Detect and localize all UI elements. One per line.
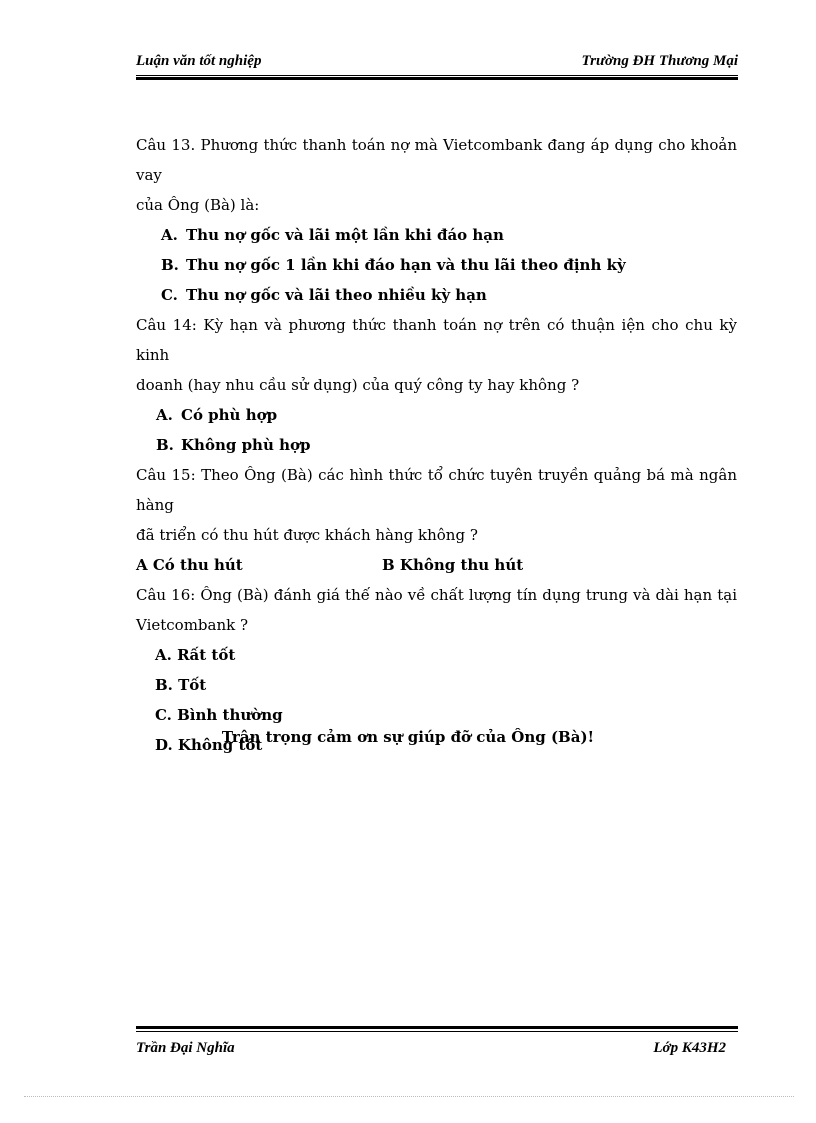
option-letter: B. — [161, 256, 179, 274]
question-14-option-a — [136, 400, 737, 430]
footer-class: Lớp K43H2 — [653, 1040, 726, 1056]
question-14-line-2: doanh (hay nhu cầu sử dụng) của quý công ty hay không ? — [136, 376, 580, 394]
option-text: Có phù hợp — [181, 406, 278, 424]
option-letter: B. — [156, 436, 174, 454]
question-15 — [136, 460, 737, 550]
question-13-option-b — [136, 250, 737, 280]
question-15-line-2: đã triển có thu hút được khách hàng không ? — [136, 526, 478, 544]
question-13 — [136, 130, 737, 220]
page-bottom-dotted-border — [24, 1096, 794, 1097]
option-text: Thu nợ gốc và lãi theo nhiều kỳ hạn — [186, 286, 487, 304]
question-16-option-a: A. Rất tốt — [155, 646, 236, 664]
question-16-option-c: C. Bình thường — [155, 706, 283, 724]
closing-thanks: Trân trọng cảm ơn sự giúp đỡ của Ông (Bà)! — [221, 728, 595, 746]
option-letter: C. — [161, 286, 178, 304]
question-16-option-d: D. Không tốt — [155, 736, 263, 754]
question-14-option-b — [136, 430, 737, 460]
option-text: Không phù hợp — [181, 436, 311, 454]
option-letter: A. — [161, 226, 178, 244]
question-15-option-b: B Không thu hút — [382, 556, 524, 574]
question-14 — [136, 310, 737, 400]
option-letter: A. — [156, 406, 173, 424]
header-university: Trường ĐH Thương Mại — [581, 53, 738, 69]
option-text: Thu nợ gốc và lãi một lần khi đáo hạn — [186, 226, 504, 244]
question-16-line-1: Câu 16: Ông (Bà) đánh giá thế nào về chất lượng tín dụng trung và dài hạn tại — [136, 586, 737, 604]
question-13-option-c — [136, 280, 737, 310]
question-16 — [136, 580, 737, 640]
question-15-line-1: Câu 15: Theo Ông (Bà) các hình thức tổ chức tuyên truyền quảng bá mà ngân hàng — [136, 466, 737, 514]
question-13-option-a — [136, 220, 737, 250]
footer-author: Trần Đại Nghĩa — [136, 1040, 235, 1056]
header-rule-thin — [136, 75, 738, 76]
question-15-option-a: A Có thu hút — [136, 556, 243, 574]
question-16-option-b: B. Tốt — [155, 676, 207, 694]
footer-rule-thick — [136, 1026, 738, 1029]
question-13-line-1: Câu 13. Phương thức thanh toán nợ mà Vietcombank đang áp dụng cho khoản vay — [136, 136, 737, 184]
question-14-line-1: Câu 14: Kỳ hạn và phương thức thanh toán nợ trên có thuận iện cho chu kỳ kinh — [136, 316, 737, 364]
header-thesis-title: Luận văn tốt nghiệp — [136, 53, 262, 69]
question-13-line-2: của Ông (Bà) là: — [136, 196, 260, 214]
header-rule-thick — [136, 77, 738, 80]
questionnaire-body — [136, 130, 737, 760]
option-text: Thu nợ gốc 1 lần khi đáo hạn và thu lãi theo định kỳ — [186, 256, 626, 274]
footer-rule-thin — [136, 1031, 738, 1032]
question-15-options — [136, 550, 737, 580]
question-16-line-2: Vietcombank ? — [136, 616, 249, 634]
